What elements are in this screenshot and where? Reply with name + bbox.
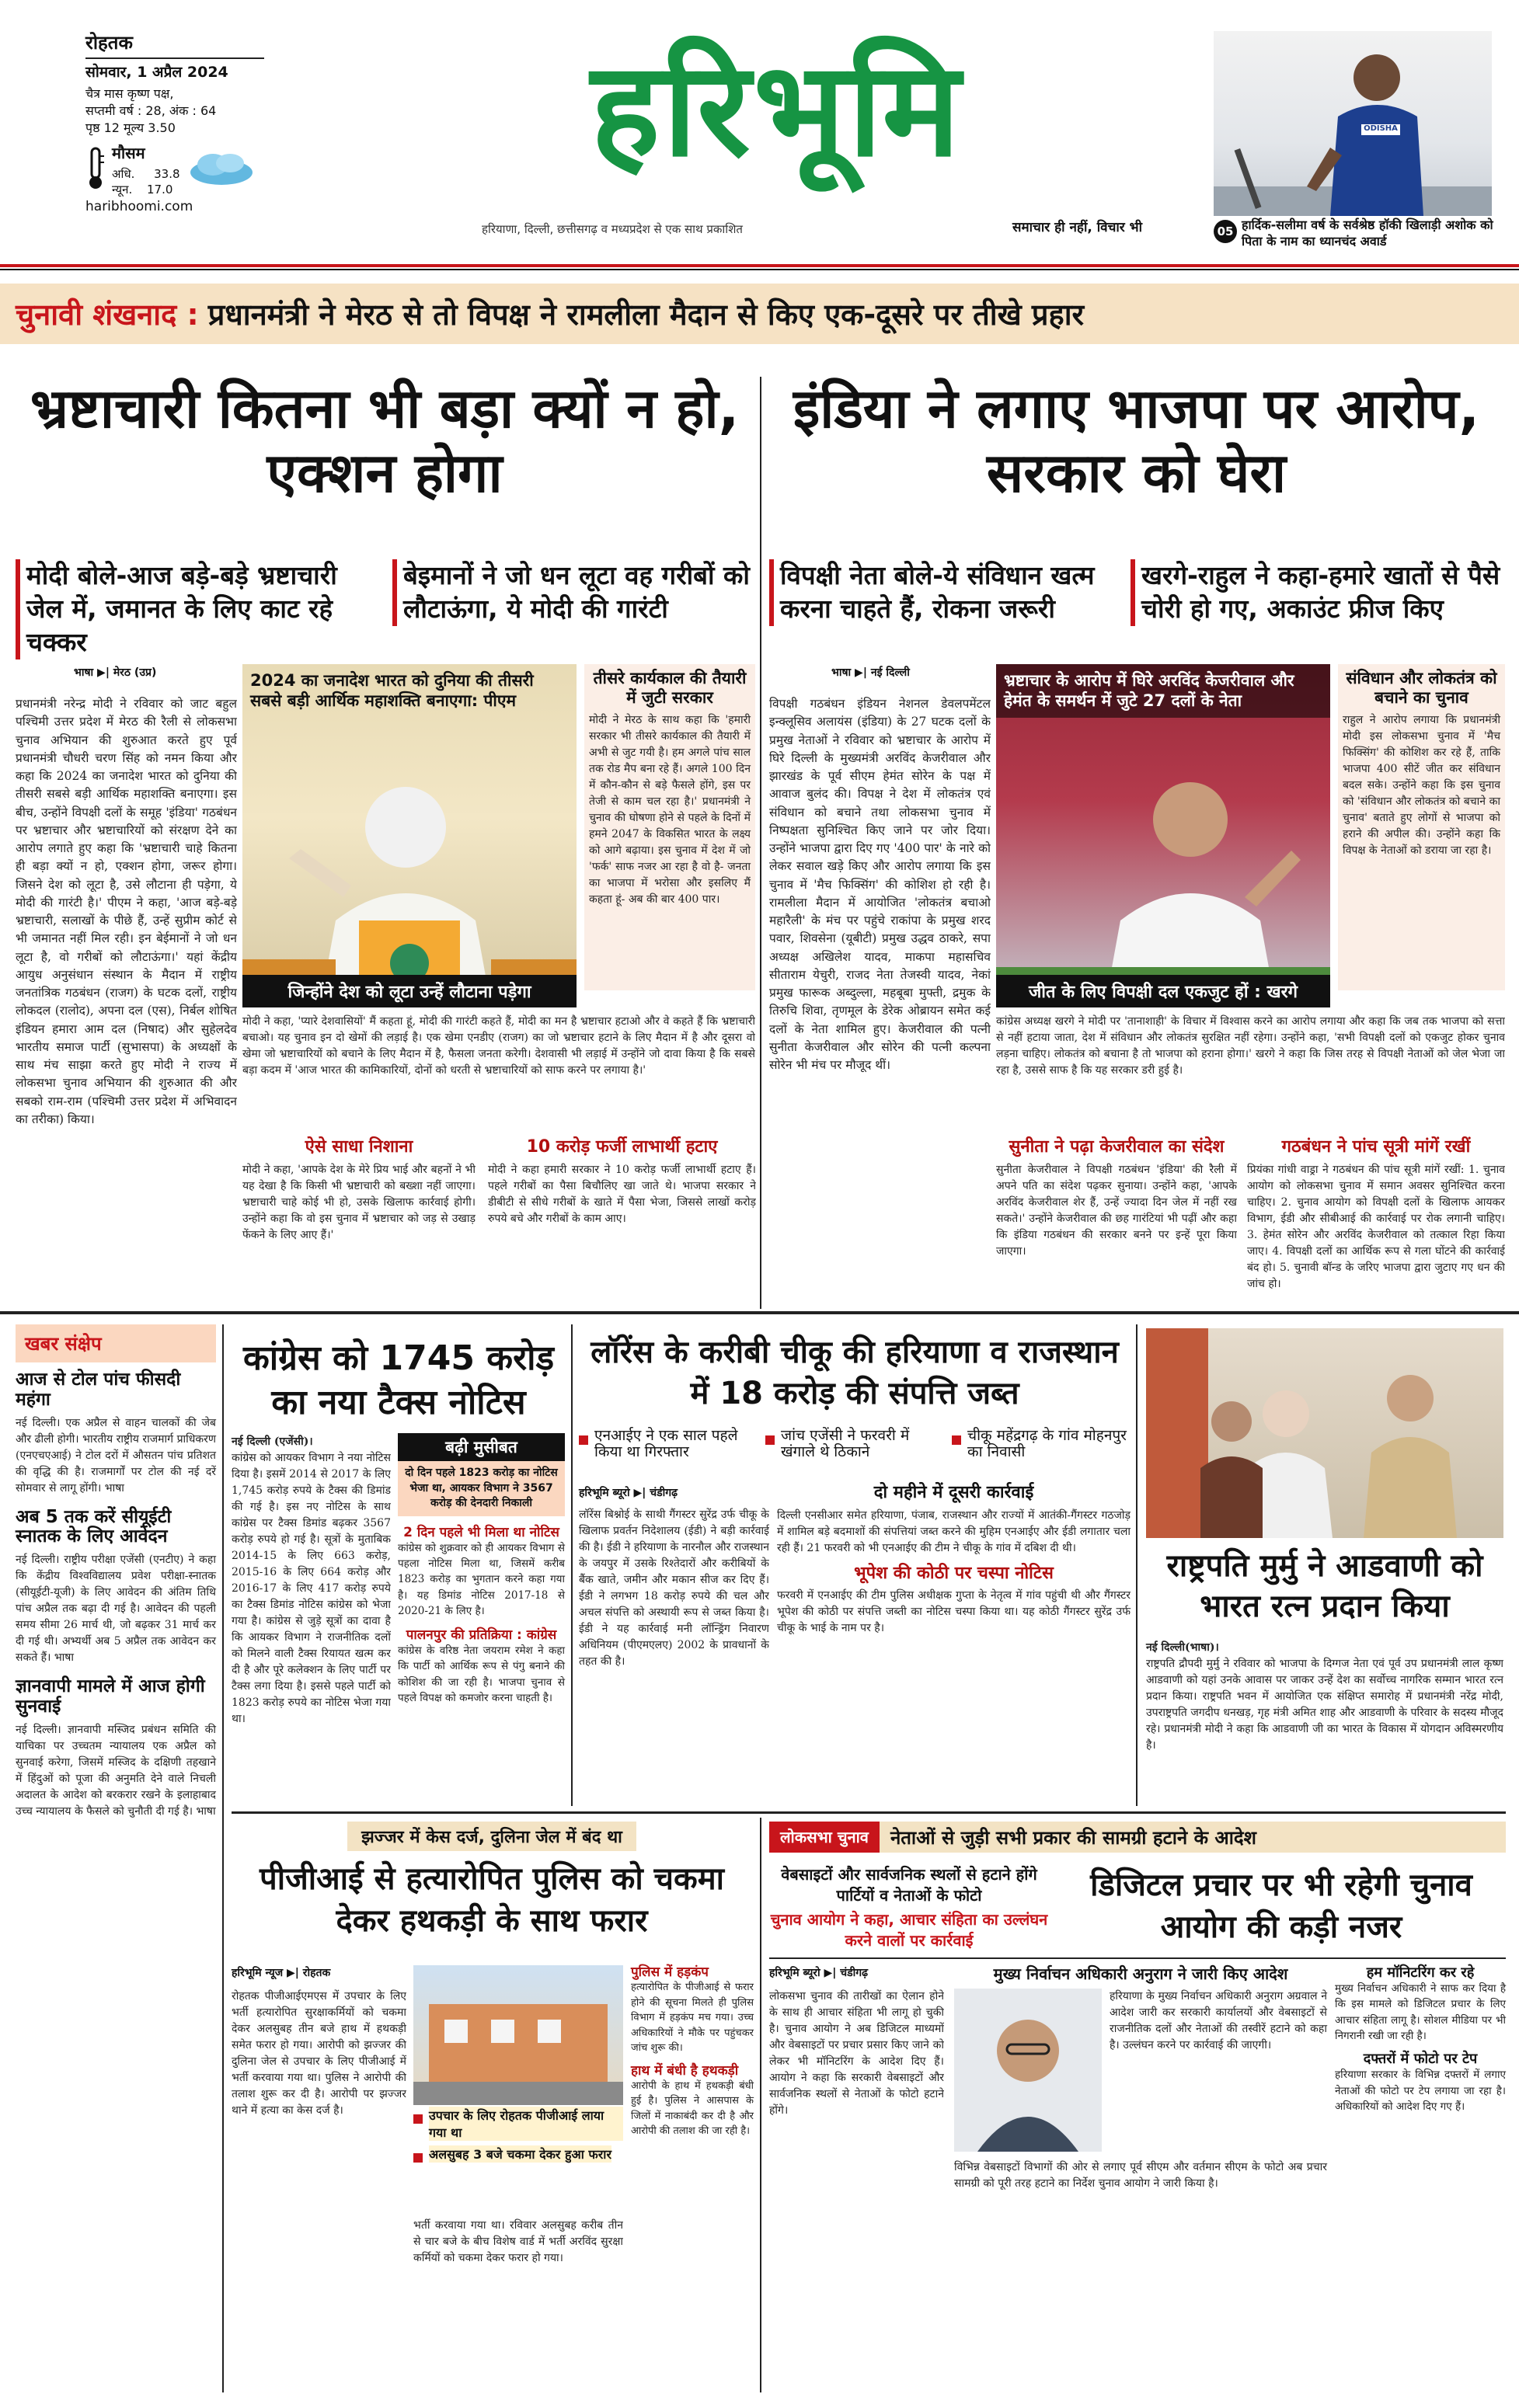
chiku-sub2-text: फरवरी में एनआईए की टीम पुलिस अधीक्षक गुप्ता के नेतृत्व में गांव पहुंची थी और गैंगस्टर भूपेश की कोठी पर संपत्ति जब्ती का नोटिस चस्पा किया था। यह कोठी गैंगस्टर सुरेंद्र उर्फ चीकू के भाई के नाम पर है।	[777, 1589, 1131, 1635]
chiku-dateline: हरिभूमि ब्यूरो ▶| चंडीगढ़	[579, 1487, 678, 1499]
brief-label: खबर संक्षेप	[16, 1324, 216, 1362]
brief-s1-title: आज से टोल पांच फीसदी महंगा	[16, 1369, 181, 1410]
chiku-sub: दो महीने में दूसरी कार्रवाई	[873, 1483, 1034, 1502]
chiku-bullet-3: चीकू महेंद्रगढ़ के गांव मोहनपुर का निवासी	[952, 1428, 1131, 1461]
lead-right-box2: गठबंधन ने पांच सूत्री मांगें रखीं प्रियंका गांधी वाड्रा ने गठबंधन की पांच सूत्री मांगें रखीं: 1. चुनाव आयोग को लोकसभा चुनाव में समान अवसर सुनिश्चित करना चाहिए। 2. चुनाव आयोग को विपक्षी दलों के खिलाफ आयकर विभाग, ईडी और सीबीआई की कार्रवाई पर रोक लगानी चाहिए। 3. हेमंत सोरेन और अरविंद केजरीवाल को तत्काल रिहा किया जाए। 4. विपक्षी दलों का आर्थिक रूप से गला घोंटने की कार्रवाई बंद हो। 5. चुनावी बॉन्ड के जरिए भाजपा द्वारा जुटाए गए धन की जांच हो।	[1247, 1137, 1505, 1290]
advani-dateline: नई दिल्ली(भाषा)।	[1146, 1641, 1219, 1654]
brief-s2-text: नई दिल्ली। राष्ट्रीय परीक्षा एजेंसी (एनटीए) ने कहा कि केंद्रीय विश्वविद्यालय प्रवेश परीक्षा-स्नातक (सीयूईटी-यूजी) के लिए आवेदन की अंतिम तिथि पांच अप्रैल तक बढ़ा दी गई है। आवेदन की पहली समय सीमा 26 मार्च थी, जो बढ़कर 31 मार्च कर दी गई थी। अभ्यर्थी अब 5 अप्रैल तक आवेदन कर सकते हैं। भाषा	[16, 1554, 216, 1664]
ec-headline: डिजिटल प्रचार पर भी रहेगी चुनाव आयोग की कड़ी नजर	[1090, 1867, 1472, 1945]
masthead-left	[85, 30, 272, 214]
modi-photo	[242, 664, 577, 1006]
jhajjar-text: रोहतक पीजीआईएमएस में उपचार के लिए भर्ती हत्यारोपित सुरक्षाकर्मियों को चकमा देकर अलसुबह तीन बजे हाथ में हथकड़ी समेत फरार हो गया। आरोपी को झज्जर की दुलिना जेल से उपचार के लिए पीजीआई में भर्ती करवाया गया था। पुलिस ने आरोपी की तलाश शुरू कर दी है। आरोपी पर झज्जर थाने में हत्या का केस दर्ज है।	[232, 1990, 406, 2117]
pgi-photo	[413, 1965, 623, 2105]
ec-mid-title: मुख्य निर्वाचन अधिकारी अनुराग ने जारी किए आदेश	[993, 1964, 1288, 1983]
lead-right-deck2: खरगे-राहुल ने कहा-हमारे खातों से पैसे चोरी हो गए, अकाउंट फ्रीज किए	[1131, 559, 1503, 626]
lead-left-dateline: भाषा ▶| मेरठ (उप्र)	[74, 666, 157, 679]
weather-label: मौसम	[112, 144, 145, 162]
pages-price: पृष्ठ 12 मूल्य 3.50	[85, 120, 176, 135]
lead-left-strip: मोदी ने कहा, 'प्यारे देशवासियों' मैं कहता हूं, मोदी की गारंटी कहते हैं, मोदी का मन है भ्रष्टाचार हटाओ और वे कहते हैं कि भ्रष्टाचारी बचाओ। यह चुनाव इन दो खेमों की लड़ाई है। एक खेमा एनडीए (राजग) का जो भ्रष्टाचार हटाने के लिए मैदान में है और दूसरा वो खेमा जो भ्रष्टाचारियों को बचाने के लिए मैदान में है, फैसला जनता करेगी। देशवासी भी लड़ाई में उन्होंने जो दावा किया है कि सबसे बड़ा कदम में 'आज भारत की कामिकारियों, दोनों को धरती से भ्रष्टाचारियों को साफ करने पर लगाया है।'	[242, 1015, 755, 1077]
brief-s1-text: नई दिल्ली। एक अप्रैल से वाहन चालकों की जेब और ढीली होगी। भारतीय राष्ट्रीय राजमार्ग प्राधिकरण (एनएचएआई) ने टोल दरों में औसतन पांच प्रतिशत की वृद्धि की है। राजमार्गों पर टोल की नई दरें सोमवार से लागू होंगी। भाषा	[16, 1416, 216, 1495]
brief-s3-text: नई दिल्ली। ज्ञानवापी मस्जिद प्रबंधन समिति की याचिका पर उच्चतम न्यायालय एक अप्रैल को सुनवाई करेगा, जिसमें मस्जिद के दक्षिणी तहखाने में हिंदुओं को पूजा की अनुमति देने वाले निचली अदालत के आदेश को बरकरार रखने के इलाहाबाद उच्च न्यायालय के फैसले को चुनौती दी गई है। भाषा	[16, 1723, 216, 1818]
lead-left-deck1: मोदी बोले-आज बड़े-बड़े भ्रष्टाचारी जेल में, जमानत के लिए काट रहे चक्कर	[16, 559, 381, 659]
tax-dateline: नई दिल्ली (एजेंसी)।	[232, 1435, 313, 1448]
election-banner	[0, 284, 1519, 344]
lead-left-deck2: बेइमानों ने जो धन लूटा वह गरीबों को लौटाऊंगा, ये मोदी की गारंटी	[392, 559, 754, 626]
lead-left-sidebar	[584, 664, 755, 990]
ec-deck1: वेबसाइटों और सार्वजनिक स्थलों से हटाने होंगे पार्टियों व नेताओं के फोटो	[781, 1865, 1037, 1905]
brief-s3-title: ज्ञानवापी मामले में आज होगी सुनवाई	[16, 1676, 205, 1717]
lead-left-headline: भ्रष्टाचारी कितना भी बड़ा क्यों न हो, एक्शन होगा	[30, 377, 740, 505]
ec-decks	[769, 1864, 1049, 1951]
ec-kicker: नेताओं से जुड़ी सभी प्रकार की सामग्री हटाने के आदेश	[890, 1826, 1256, 1849]
masthead	[0, 0, 1519, 273]
ec-right-title: हम मॉनिटरिंग कर रहे	[1366, 1964, 1475, 1981]
ec-kicker-row	[769, 1822, 1506, 1853]
bullet-square-icon	[952, 1435, 961, 1445]
tax-sub2: पालनपुर की प्रतिक्रिया : कांग्रेस	[406, 1627, 557, 1644]
rahul-photo-caption: जीत के लिए विपक्षी दल एकजुट हों : खरगे	[996, 975, 1330, 1007]
jhajjar-dateline: हरिभूमि न्यूज ▶| रोहतक	[232, 1967, 331, 1979]
chiku-sub-box	[777, 1484, 1131, 1637]
lead-right-col1: विपक्षी गठबंधन इंडियन नेशनल डेवलपमेंटल इन्क्लूसिव अलायंस (इंडिया) के 27 घटक दलों के प्रमुख नेताओं ने रविवार को भ्रष्टाचार के आरोप में घिरे दिल्ली के मुख्यमंत्री अरविंद केजरीवाल और झारखंड के पूर्व सीएम हेमंत सोरेन के पक्ष में आवाज बुलंद की। विपक्ष ने देश में लोकतंत्र एवं संविधान को बचाने तथा लोकसभा चुनाव में निष्पक्षता सुनिश्चित किए जाने पर जोर दिया। उन्होंने भाजपा द्वारा दिए गए '400 पार' के नारे को लेकर सवाल खड़े किए और आरोप लगाया कि इस चुनाव में 'मैच फिक्सिंग' की कोशिश हो रही है। रामलीला मैदान में आयोजित 'लोकतंत्र बचाओ महारैली' के मंच पर पहुंचे राकांपा के प्रमुख शरद पवार, शिवसेना (यूबीटी) प्रमुख उद्धव ठाकरे, सपा अध्यक्ष अखिलेश यादव, माकपा महासचिव सीताराम येचुरी, राजद नेता तेजस्वी यादव, नेकां प्रमुख फारूक अब्दुल्ला, महबूबा मुफ्ती, द्रमुक के तिरुचि शिवा, तृणमूल के डेरेक ओब्रायन समेत कई दलों के नेता शामिल हुए। केजरीवाल की पत्नी सुनीता केजरीवाल और सोरेन की पत्नी कल्पना सोरेन भी मंच पर मौजूद थीं।	[769, 697, 991, 1072]
chiku-sub2: भूपेश की कोठी पर चस्पा नोटिस	[854, 1563, 1054, 1583]
advani-headline: राष्ट्रपति मुर्मु ने आडवाणी को भारत रत्न प्रदान किया	[1166, 1548, 1483, 1624]
lead-left-box1: ऐसे साधा निशाना मोदी ने कहा, 'आपके देश के मेरे प्रिय भाई और बहनों ने भी यह देखा है कि किसी भी भ्रष्टाचारी को बख्शा नहीं जाएगा। भ्रष्टाचारी चाहे कोई भी हो, उसके खिलाफ कार्रवाई होगी। उन्होंने कहा कि वो इस चुनाव में भ्रष्टाचार को जड़ से उखाड़ फेंकने के लिए आए हैं।'	[242, 1137, 476, 1241]
thermometer-icon	[85, 147, 106, 193]
chiku-sub-text: दिल्ली एनसीआर समेत हरियाणा, पंजाब, राजस्थान और राज्यों में आतंकी-गैंगस्टर गठजोड़ में शामिल बड़े बदमाशों की संपत्तियां जब्त करने की मुहिम एनआईए और ईडी लगातार चला रही हैं। 21 फरवरी को भी एनआईए की टीम ने चीकू के गांव में दबिश दी थी।	[777, 1508, 1131, 1554]
lead-left-sidebar-text: मोदी ने मेरठ के साथ कहा कि 'हमारी सरकार भी तीसरे कार्यकाल की तैयारी में अभी से जुट गयी है। हम अगले पांच साल तक रोड मैप बना रहे हैं। अगले 100 दिन में कौन-कौन से बड़े फैसले होंगे, इस पर तेजी से काम चल रहा है।' प्रधानमंत्री ने चुनाव की घोषणा होने से पहले के दिनों में हमने 2047 के विकसित भारत के लक्ष्य को आगे बढ़ाया। इस चुनाव में देश में जो 'फर्क' साफ नजर आ रहा है वो है- जनता का भाजपा में भरोसा और इसलिए मैं कहता हूं- अब की बार 400 पार।	[589, 714, 751, 906]
ec-deck2: चुनाव आयोग ने कहा, आचार संहिता का उल्लंघन करने वालों पर कार्रवाई	[770, 1910, 1048, 1950]
advani-photo	[1146, 1328, 1503, 1538]
tax-headline: कांग्रेस को 1745 करोड़ का नया टैक्स नोटिस	[242, 1338, 555, 1423]
min-label: न्यून.	[112, 183, 133, 197]
tax-sub1-text: कांग्रेस को शुक्रवार को ही आयकर विभाग से पहला नोटिस मिला था, जिसमें करीब 1823 करोड़ का भुगतान करने कहा गया है। यह डिमांड नोटिस 2017-18 से 2020-21 के लिए है।	[398, 1541, 565, 1617]
jhajjar-bottom: भर्ती करवाया गया था। रविवार अलसुबह करीब तीन से चार बजे के बीच विशेष वार्ड में भर्ती अरविंद सुरक्षा कर्मियों को चकमा देकर फरार हो गया।	[413, 2219, 623, 2264]
lead-right-dateline: भाषा ▶| नई दिल्ली	[831, 666, 910, 679]
rahul-photo	[996, 664, 1330, 1006]
tax-sub1: 2 दिन पहले भी मिला था नोटिस	[403, 1524, 559, 1540]
chiku-bullets	[579, 1428, 1131, 1461]
ec-mid-text: हरियाणा के मुख्य निर्वाचन अधिकारी अनुराग अग्रवाल ने आदेश जारी कर सरकारी कार्यालयों और वेबसाइटों से राजनीतिक दलों और नेताओं की तस्वीरें हटाने को कहा है। उल्लंघन करने पर कार्रवाई की जाएगी।	[1110, 1990, 1327, 2052]
ec-bottom: विभिन्न वेबसाइटों विभागों की ओर से लगाए पूर्व सीएम और वर्तमान सीएम के फोटो अब प्रचार सामग्री को पूरी तरह हटाने का निर्देश चुनाव आयोग ने जारी किया है।	[954, 2161, 1327, 2191]
lead-right-deck1: विपक्षी नेता बोले-ये संविधान खत्म करना चाहते हैं, रोकना जरूरी	[769, 559, 1119, 626]
date: सोमवार, 1 अप्रैल 2024	[85, 64, 228, 81]
min-temp: 17.0	[147, 183, 173, 197]
lead-left-col1: प्रधानमंत्री नरेन्द्र मोदी ने रविवार को जाट बहुल पश्चिमी उत्तर प्रदेश में मेरठ की रैली से लोकसभा चुनाव अभियान की शुरुआत करते हुए पूर्व प्रधानमंत्री चौधरी चरण सिंह को नमन किया और कहा कि 2024 का जनादेश भारत को दुनिया की तीसरी सबसे बड़ी आर्थिक महाशक्ति बनाएगा। इस बीच, उन्होंने विपक्षी दलों के समूह 'इंडिया' गठबंधन पर भ्रष्टाचार और भ्रष्टाचारियों को संरक्षण देने का आरोप लगाते हुए कहा कि 'भ्रष्टाचारी चाहे कितना ही बड़ा क्यों न हो, एक्शन होगा, जरूर होगा। जिसने देश को लूटा है, उसे लौटाना ही पड़ेगा, ये मोदी की गारंटी है।' पीएम ने कहा, 'आज बड़े-बड़े भ्रष्टाचारी, सलाखों के पीछे हैं, उन्हें सुप्रीम कोर्ट से भी जमानत नहीं मिल रही। इन बेईमानों ने जो धन लूटा है, वो गरीबों को लौटाऊंगा।' यहां केंद्रीय आयुध अनुसंधान संस्थान के मैदान में राष्ट्रीय जनतांत्रिक गठबंधन (राजग) के घटक दलों, राष्ट्रीय लोकदल (रालोद), अपना दल (एस), निर्बल शोषित इंडियन हमारा आम दल (निषाद) और सुहेलदेव भारतीय समाज पार्टी (सुभासपा) के अध्यक्षों के साथ मंच साझा करते हुए मोदी ने राज्य में लोकसभा चुनाव अभियान की शुरुआत की और सबको राम-राम (पश्चिमी उत्तर प्रदेश में अभिवादन का तरीका) किया।	[16, 697, 237, 1126]
teaser-text[interactable]: हार्दिक-सलीमा वर्ष के सर्वश्रेष्ठ हॉकी खिलाड़ी अशोक को पिता के नाम का ध्यानचंद अवार्ड	[1242, 217, 1493, 249]
brief-s2-title: अब 5 तक करें सीयूईटी स्नातक के लिए आवेदन	[16, 1506, 172, 1547]
jhajjar-bullets	[413, 2107, 623, 2163]
tax-box-title: बढ़ी मुसीबत	[398, 1433, 565, 1461]
lead-right-sidebar	[1338, 664, 1505, 990]
jhajjar-kicker-wrap	[232, 1822, 752, 1851]
jhajjar-side: पुलिस में हड़कंप हत्यारोपित के पीजीआई से फरार होने की सूचना मिलते ही पुलिस विभाग में हड़कंप मच गया। उच्च अधिकारियों ने मौके पर पहुंचकर जांच शुरू की। हाथ में बंधी है हथकड़ी आरोपी के हाथ में हथकड़ी बंधी हुई है। पुलिस ने आसपास के जिलों में नाकाबंदी कर दी है और आरोपी की तलाश की जा रही है।	[631, 1964, 754, 2138]
jhajjar-kicker: झज्जर में केस दर्ज, दुलिना जेल में बंद था	[347, 1822, 636, 1851]
advani-text: राष्ट्रपति द्रौपदी मुर्मु ने रविवार को भाजपा के दिग्गज नेता एवं पूर्व उप प्रधानमंत्री लाल कृष्ण आडवाणी को यहां उनके आवास पर जाकर उन्हें देश का सर्वोच्च नागरिक सम्मान भारत रत्न प्रदान किया। राष्ट्रपति भवन में आयोजित एक संक्षिप्त समारोह में प्रधानमंत्री नरेंद्र मोदी, उपराष्ट्रपति जगदीप धनखड़, गृह मंत्री अमित शाह और आडवाणी के परिवार के सदस्य मौजूद रहे। प्रधानमंत्री मोदी ने कहा कि आडवाणी जी का भारत के विकास में योगदान अविस्मरणीय है।	[1146, 1658, 1503, 1752]
lead-right-sidebar-title: संविधान और लोकतंत्र को बचाने का चुनाव	[1346, 669, 1497, 708]
ec-label: लोकसभा चुनाव	[769, 1822, 880, 1853]
tax-box-text: दो दिन पहले 1823 करोड़ का नोटिस भेजा था, आयकर विभाग ने 3567 करोड़ की देनदारी निकाली	[398, 1461, 565, 1516]
lead-right-box1: सुनीता ने पढ़ा केजरीवाल का संदेश सुनीता केजरीवाल ने विपक्षी गठबंधन 'इंडिया' की रैली में अपने पति का संदेश पढ़कर सुनाया। उन्होंने कहा, 'आपके अरविंद केजरीवाल शेर हैं, उन्हें ज्यादा दिन जेल में नहीं रख सकते।' उन्होंने केजरीवाल की छह गारंटियां भी पढ़ीं और कहा कि इंडिया गठबंधन की सरकार बनने पर इन्हें पूरा किया जाएगा।	[996, 1137, 1237, 1258]
chiku-text: लॉरेंस बिश्नोई के साथी गैंगस्टर सुरेंद्र उर्फ चीकू के खिलाफ प्रवर्तन निदेशालय (ईडी) ने बड़ी कार्रवाई की है। ईडी ने हरियाणा के नारनौल और राजस्थान के जयपुर में उसके रिश्तेदारों और करीबियों के बैंक खाते, जमीन और मकान सीज कर दिए हैं। ईडी ने लगभग 18 करोड़ रुपये की चल और अचल संपत्ति को अस्थायी रूप से जब्त किया है। ईडी ने यह कार्रवाई मनी लॉन्ड्रिंग निवारण अधिनियम (पीएमएलए) 2002 के प्रावधानों के तहत की है।	[579, 1508, 769, 1668]
jhajjar-headline: पीजीआई से हत्यारोपित पुलिस को चकमा देकर हथकड़ी के साथ फरार	[259, 1861, 725, 1939]
ec-right2-title: दफ्तरों में फोटो पर टेप	[1363, 2051, 1478, 2068]
lead-right-headline: इंडिया ने लगाए भाजपा पर आरोप, सरकार को घेरा	[793, 377, 1480, 505]
ec-mid	[954, 1965, 1327, 2192]
ec-right	[1335, 1965, 1506, 2114]
teaser-num: 05	[1214, 220, 1237, 243]
ec-text: लोकसभा चुनाव की तारीखों का ऐलान होने के साथ ही आचार संहिता भी लागू हो चुकी है। चुनाव आयोग ने अब डिजिटल माध्यमों और वेबसाइटों पर प्रचार प्रसार किए जाने को लेकर भी मॉनिटरिंग के आदेश दिए हैं। आयोग ने कहा कि सरकारी वेबसाइटों और सार्वजनिक स्थलों से नेताओं के फोटो हटाने होंगे।	[769, 1990, 944, 2117]
teaser-photo	[1214, 31, 1492, 216]
modi-photo-top: 2024 का जनादेश भारत को दुनिया की तीसरी सबसे बड़ी आर्थिक महाशक्ति बनाएगा: पीएम	[250, 671, 534, 711]
chiku-bullet-2: जांच एजेंसी ने फरवरी में खंगाले थे ठिकाने	[765, 1428, 944, 1461]
editions: हरियाणा, दिल्ली, छत्तीसगढ़ व मध्यप्रदेश से एक साथ प्रकाशित	[482, 222, 743, 236]
lead-left-box2: 10 करोड़ फर्जी लाभार्थी हटाए मोदी ने कहा हमारी सरकार ने 10 करोड़ फर्जी लाभार्थी हटाए हैं। पहले गरीबों का पैसा बिचौलिए खा जाते थे। भाजपा सरकार ने डीबीटी से सीधे गरीबों के खाते में पैसा भेजा, जिससे लाखों करोड़ रुपये बचे और गरीबों के काम आए।	[488, 1137, 756, 1225]
tagline: समाचार ही नहीं, विचार भी	[1012, 220, 1142, 235]
cloud-icon	[186, 149, 256, 191]
lead-right-sidebar-text: राहुल ने आरोप लगाया कि प्रधानमंत्री मोदी इस लोकसभा चुनाव में 'मैच फिक्सिंग' की कोशिश कर रहे हैं, ताकि भाजपा 400 सीटें जीत कर संविधान बदल सके। उन्होंने कहा कि इस चुनाव को 'संविधान और लोकतंत्र को बचाने का चुनाव' बताते हुए लोगों से भाजपा को हराने की अपील की। उन्होंने कहा कि विपक्ष के नेताओं को डराया जा रहा है।	[1343, 714, 1500, 858]
ec-right-text: मुख्य निर्वाचन अधिकारी ने साफ कर दिया है कि इस मामले को डिजिटल प्रचार के लिए आचार संहिता लागू है। सोशल मीडिया पर भी निगरानी रखी जा रही है।	[1335, 1982, 1506, 2042]
lead-right-strip: कांग्रेस अध्यक्ष खरगे ने मोदी पर 'तानाशाही' के विचार में विश्वास करने का आरोप लगाया और कहा कि जब तक भाजपा को सत्ता से नहीं हटाया जाता, देश में संविधान और लोकतंत्र सुरक्षित नहीं रहेगा। उन्होंने कहा, 'सभी विपक्षी दलों को एकजुट होकर चुनाव लड़ना चाहिए। लोकतंत्र को बचाना है तो भाजपा को हराना होगा।' खरगे ने कहा कि जिस तरह से विपक्षी नेताओं को जेल भेजा जा रहा है, उससे साफ है कि यह सरकार डरी हुई है।	[996, 1015, 1505, 1077]
banner-kicker: चुनावी शंखनाद :	[16, 298, 199, 332]
bullet-square-icon	[413, 2114, 423, 2124]
lead-left-sidebar-title: तीसरे कार्यकाल की तैयारी में जुटी सरकार	[593, 669, 747, 708]
anurag-photo	[954, 1989, 1102, 2152]
website[interactable]: haribhoomi.com	[85, 199, 193, 214]
logo: हरिभूमि	[591, 32, 963, 186]
ec-right2-text: हरियाणा सरकार के विभिन्न दफ्तरों में लगाए नेताओं की फोटो पर टेप लगाया जा रहा है। अधिकारियों को आदेश दिए गए हैं।	[1335, 2069, 1506, 2113]
jhajjar-bullet-2: अलसुबह 3 बजे चकमा देकर हुआ फरार	[413, 2145, 623, 2163]
tax-box	[398, 1433, 565, 1706]
ec-dateline: हरिभूमि ब्यूरो ▶| चंडीगढ़	[769, 1967, 869, 1979]
bullet-square-icon	[765, 1435, 775, 1445]
banner-text: प्रधानमंत्री ने मेरठ से तो विपक्ष ने रामलीला मैदान से किए एक-दूसरे पर तीखे प्रहार	[207, 298, 1085, 332]
teaser-shirt-text: ODISHA	[1364, 124, 1398, 133]
tithi: सप्तमी वर्ष : 28, अंक : 64	[85, 103, 217, 118]
bullet-square-icon	[413, 2153, 423, 2163]
bullet-square-icon	[579, 1435, 588, 1445]
modi-photo-caption: जिन्होंने देश को लूटा उन्हें लौटाना पड़ेगा	[242, 975, 577, 1007]
chiku-bullet-1: एनआईए ने एक साल पहले किया था गिरफ्तार	[579, 1428, 758, 1461]
tax-body	[232, 1433, 391, 1839]
jhajjar-bullet-1: उपचार के लिए रोहतक पीजीआई लाया गया था	[413, 2107, 623, 2141]
max-temp: 33.8	[154, 167, 180, 181]
city: रोहतक	[85, 32, 133, 54]
rahul-photo-top: भ्रष्टाचार के आरोप में घिरे अरविंद केजरीवाल और हेमंत के समर्थन में जुटे 27 दलों के नेता	[996, 664, 1330, 718]
tax-sub2-text: कांग्रेस के वरिष्ठ नेता जयराम रमेश ने कहा कि पार्टी को आर्थिक रूप से पंगु बनाने की कोशिश की जा रही है। भाजपा चुनाव से पहले विपक्ष को कमजोर करना चाहती है।	[398, 1644, 565, 1704]
brief-column	[16, 1324, 216, 2392]
chiku-headline: लॉरेंस के करीबी चीकू की हरियाणा व राजस्थान में 18 करोड़ की संपत्ति जब्त	[591, 1334, 1119, 1411]
max-label: अधि.	[112, 167, 135, 181]
hindu-date: चैत्र मास कृष्ण पक्ष,	[85, 86, 174, 101]
tax-text: कांग्रेस को आयकर विभाग ने नया नोटिस दिया है। इसमें 2014 से 2017 के लिए 1,745 करोड़ रुपये के टैक्स की डिमांड की गई है। इस नए नोटिस के साथ कांग्रेस पर टैक्स डिमांड बढ़कर 3567 करोड़ रुपये हो गई है। सूत्रों के मुताबिक 2014-15 के लिए 663 करोड़, 2015-16 के लिए 664 करोड़ और 2016-17 के लिए 417 करोड़ रुपये का टैक्स डिमांड नोटिस कांग्रेस को भेजा गया है। कांग्रेस से जुड़े सूत्रों का दावा है कि आयकर विभाग ने राजनीतिक दलों को मिलने वाली टैक्स रियायत खत्म कर दी है और पूरे कलेक्शन के लिए पार्टी पर टैक्स लगा दिया है। इससे पहले पार्टी को 1823 करोड़ रुपये का नोटिस भेजा गया था।	[232, 1452, 391, 1725]
advani-body	[1146, 1639, 1503, 1819]
